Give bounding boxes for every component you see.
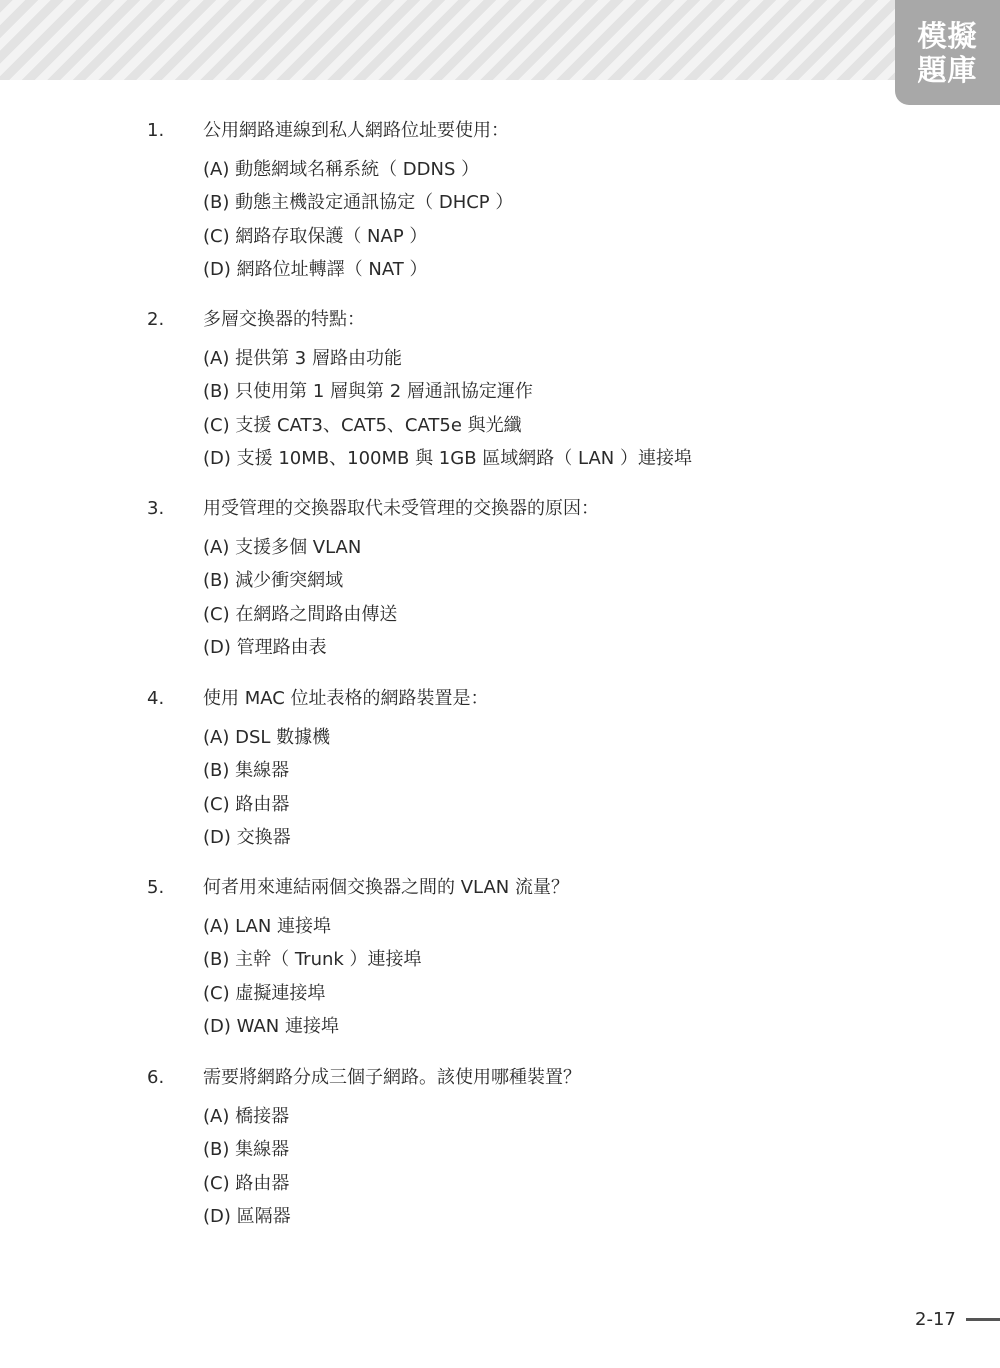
option-a: (A) 動態網域名稱系統（ DDNS ） bbox=[203, 159, 480, 180]
question-text: 用受管理的交換器取代未受管理的交換器的原因： bbox=[203, 498, 599, 519]
option-a: (A) LAN 連接埠 bbox=[203, 916, 332, 937]
page-number: 2-17 bbox=[915, 1309, 956, 1330]
option-c: (C) 路由器 bbox=[203, 794, 290, 815]
option-d: (D) 網路位址轉譯（ NAT ） bbox=[203, 259, 428, 280]
option-c: (C) 網路存取保護（ NAP ） bbox=[203, 226, 428, 247]
section-tab-line1: 模擬 bbox=[917, 18, 978, 53]
option-a: (A) DSL 數據機 bbox=[203, 727, 331, 748]
section-tab-line2: 題庫 bbox=[917, 52, 978, 87]
option-d: (D) 區隔器 bbox=[203, 1206, 291, 1227]
question-number: 6. bbox=[147, 1067, 165, 1088]
option-b: (B) 集線器 bbox=[203, 1139, 290, 1160]
question-number: 4. bbox=[147, 688, 165, 709]
option-c: (C) 虛擬連接埠 bbox=[203, 983, 326, 1004]
option-c: (C) 路由器 bbox=[203, 1173, 290, 1194]
option-a: (A) 橋接器 bbox=[203, 1106, 290, 1127]
option-a: (A) 支援多個 VLAN bbox=[203, 537, 362, 558]
option-b: (B) 只使用第 1 層與第 2 層通訊協定運作 bbox=[203, 381, 533, 402]
option-b: (B) 減少衝突網域 bbox=[203, 570, 344, 591]
question-number: 3. bbox=[147, 498, 165, 519]
header-stripe-band bbox=[0, 0, 1000, 80]
option-d: (D) WAN 連接埠 bbox=[203, 1016, 339, 1037]
question-text: 公用網路連線到私人網路位址要使用： bbox=[203, 120, 509, 141]
question-number: 5. bbox=[147, 877, 165, 898]
section-tab bbox=[895, 0, 1000, 105]
option-c: (C) 在網路之間路由傳送 bbox=[203, 604, 398, 625]
question-number: 2. bbox=[147, 309, 165, 330]
option-d: (D) 交換器 bbox=[203, 827, 291, 848]
question-text: 使用 MAC 位址表格的網路裝置是： bbox=[203, 688, 489, 709]
option-d: (D) 支援 10MB、100MB 與 1GB 區域網路（ LAN ）連接埠 bbox=[203, 448, 692, 469]
option-b: (B) 主幹（ Trunk ）連接埠 bbox=[203, 949, 422, 970]
option-b: (B) 集線器 bbox=[203, 760, 290, 781]
question-text: 需要將網路分成三個子網路。該使用哪種裝置？ bbox=[203, 1067, 581, 1088]
option-a: (A) 提供第 3 層路由功能 bbox=[203, 348, 402, 369]
question-text: 何者用來連結兩個交換器之間的 VLAN 流量？ bbox=[203, 877, 569, 898]
page-number-rule bbox=[966, 1318, 1000, 1321]
option-b: (B) 動態主機設定通訊協定（ DHCP ） bbox=[203, 192, 514, 213]
option-d: (D) 管理路由表 bbox=[203, 637, 327, 658]
option-c: (C) 支援 CAT3、CAT5、CAT5e 與光纖 bbox=[203, 415, 522, 436]
question-text: 多層交換器的特點： bbox=[203, 309, 365, 330]
question-number: 1. bbox=[147, 120, 165, 141]
